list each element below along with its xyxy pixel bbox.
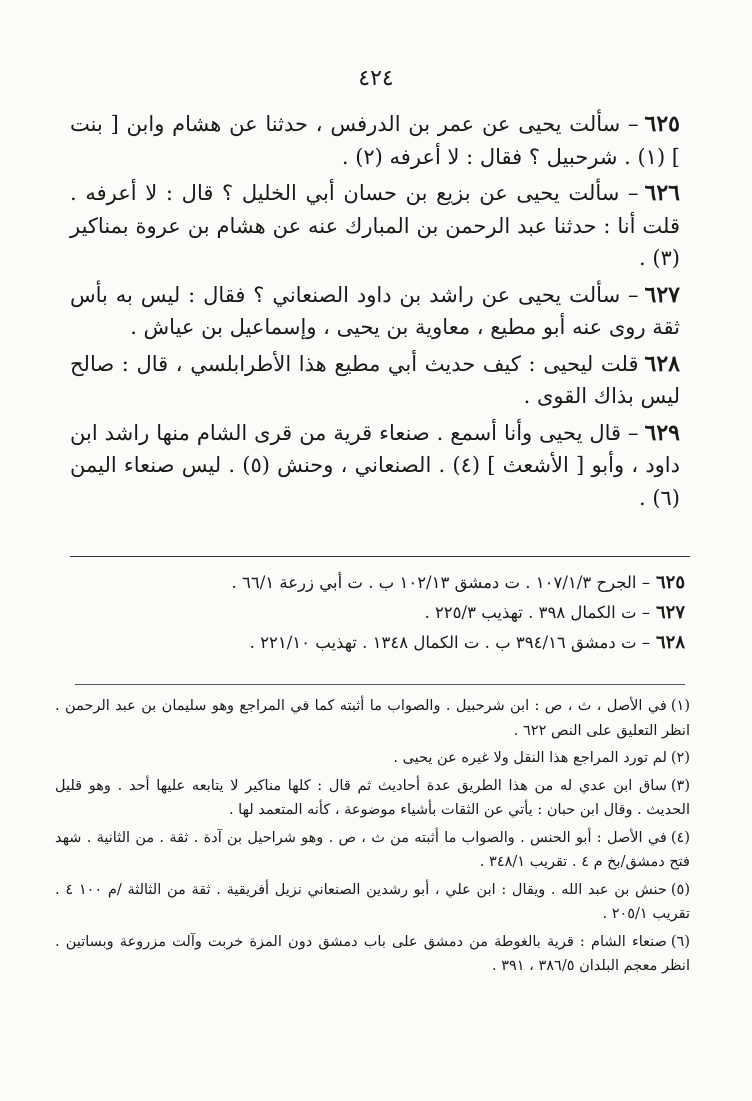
footnote-number: (٦)	[670, 933, 690, 950]
reference-text: – ت دمشق ٣٩٤/١٦ ب . ت الكمال ١٣٤٨ . تهذيب ٢٢١/١٠ .	[249, 633, 650, 652]
entry	[70, 108, 680, 173]
footnote-text: في الأصل ، ث ، ص : ابن شرحبيل . والصواب ما أثبته كما في المراجع وهو سليمان بن عبد الرحمن . انظر التعليق على النص ٦٢٢ .	[55, 698, 690, 739]
footnotes-divider	[75, 684, 685, 685]
footnote-number: (٣)	[670, 777, 690, 794]
entry	[70, 417, 680, 515]
footnote	[55, 774, 690, 823]
entry-text: – قال يحيى وأنا أسمع . صنعاء قرية من قرى الشام منها راشد ابن داود ، وأبو [ الأشعث ] (٤) . الصنعاني ، وحنش (٥) . ليس صنعاء اليمن (٦) .	[70, 420, 680, 510]
reference-text: – الجرح ١٠٧/١/٣ . ت دمشق ١٠٢/١٣ ب . ت أبي زرعة ٦٦/١ .	[231, 573, 650, 592]
footnote-text: ساق ابن عدي له من هذا الطريق عدة أحاديث ثم قال : كلها مناكير لا يتابعه عليها أحد . وهو قليل الحديث . وقال ابن حبان : يأتي عن الثقات بأشياء موضوعة ، كأنه المتعمد لها .	[55, 777, 690, 818]
footnote	[55, 826, 690, 875]
entry-text: – سألت يحيى عن راشد بن داود الصنعاني ؟ فقال : ليس به بأس ثقة روى عنه أبو مطيع ، معاوية بن يحيى ، وإسماعيل بن عياش .	[70, 282, 680, 339]
reference-number: ٦٢٧	[655, 602, 685, 623]
reference-line	[75, 628, 685, 658]
footnote-text: في الأصل : أبو الحنس . والصواب ما أثبته من ث ، ص . وهو شراحيل بن آدة . ثقة . من الثانية . شهد فتح دمشق/بخ م ٤ . تقريب ٣٤٨/١ .	[55, 829, 690, 870]
reference-number: ٦٢٥	[655, 572, 685, 593]
footnote	[55, 694, 690, 743]
references	[75, 568, 685, 658]
entry	[70, 177, 680, 275]
entry-number: ٦٢٨	[644, 350, 680, 377]
main-divider	[70, 556, 690, 557]
entry-text: – سألت يحيى عن عمر بن الدرفس ، حدثنا عن هشام وابن [ بنت ] (١) . شرحبيل ؟ فقال : لا أعرفه (٢) .	[70, 112, 680, 169]
reference-line	[75, 598, 685, 628]
entry	[70, 279, 680, 344]
main-text	[70, 108, 680, 518]
entry	[70, 348, 680, 413]
footnote	[55, 746, 690, 771]
entry-text: قلت ليحيى : كيف حديث أبي مطيع هذا الأطرابلسي ، قال : صالح ليس بذاك القوى .	[70, 351, 680, 408]
reference-line	[75, 568, 685, 598]
footnote-number: (٥)	[670, 881, 691, 898]
footnote-text: لم تورد المراجع هذا النقل ولا غيره عن يحيى .	[393, 750, 667, 766]
footnotes	[55, 694, 690, 982]
footnote	[55, 878, 690, 927]
footnote-number: (٤)	[670, 829, 690, 846]
page-number: ٤٢٤	[358, 66, 394, 91]
entry-number: ٦٢٧	[644, 281, 680, 308]
footnote-text: صنعاء الشام : قرية بالغوطة من دمشق على باب دمشق دون المزة خربت وآلت مزروعة وبساتين . انظر معجم البلدان ٣٨٦/٥ ، ٣٩١ .	[55, 933, 690, 974]
footnote-number: (٢)	[670, 750, 690, 766]
reference-text: – ت الكمال ٣٩٨ . تهذيب ٢٢٥/٣ .	[424, 603, 650, 622]
footnote-number: (١)	[670, 698, 690, 714]
entry-number: ٦٢٩	[644, 419, 680, 446]
reference-number: ٦٢٨	[655, 632, 685, 653]
footnote-text: حنش بن عبد الله . ويقال : ابن علي ، أبو رشدين الصنعاني نزيل أفريقية . ثقة من الثالثة /م ١٠٠ ٤ . تقريب ٢٠٥/١ .	[55, 881, 690, 922]
entry-text: – سألت يحيى عن بزيع بن حسان أبي الخليل ؟ قال : لا أعرفه . قلت أنا : حدثنا عبد الرحمن بن المبارك عنه عن هشام بن عروة بمناكير (٣) .	[70, 181, 680, 270]
entry-number: ٦٢٥	[644, 111, 680, 137]
entry-number: ٦٢٦	[644, 180, 680, 206]
footnote	[55, 930, 690, 979]
